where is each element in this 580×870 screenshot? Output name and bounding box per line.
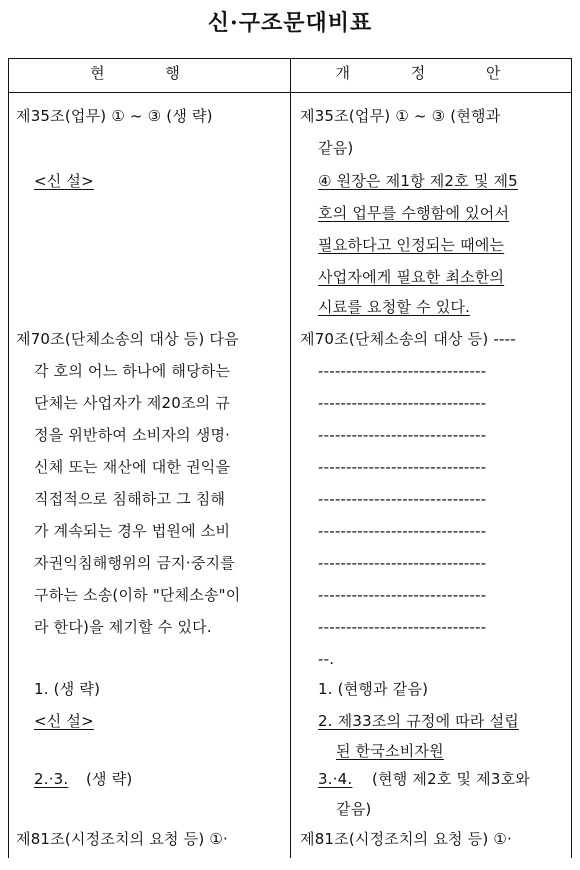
left-line: 신체 또는 재산에 대한 권익을 <box>34 458 231 476</box>
left-line: 2.·3. <box>34 770 69 788</box>
left-line: 직접적으로 침해하고 그 침해 <box>34 490 226 508</box>
right-line: ------------------------------ <box>318 522 487 540</box>
right-line: 시료를 요청할 수 있다. <box>318 298 471 316</box>
right-line: ------------------------------ <box>318 458 487 476</box>
header-current: 현 행 <box>90 64 208 82</box>
right-line: 같음) <box>318 139 354 157</box>
right-line: 제81조(시정조치의 요청 등) ①· <box>300 830 513 848</box>
left-line: 정을 위반하여 소비자의 생명· <box>34 426 231 444</box>
left-line: <신 설> <box>34 712 94 730</box>
right-line: ------------------------------ <box>318 394 487 412</box>
left-line: 제81조(시정조치의 요청 등) ①· <box>16 830 229 848</box>
right-line: ------------------------------ <box>318 618 487 636</box>
left-line: <신 설> <box>34 172 94 190</box>
left-line: 단체는 사업자가 제20조의 규 <box>34 394 230 412</box>
right-line: 2. 제33조의 규정에 따라 설립 <box>318 712 519 730</box>
left-line: 각 호의 어느 하나에 해당하는 <box>34 362 231 380</box>
left-line: 라 한다)을 제기할 수 있다. <box>34 618 212 636</box>
right-line: ------------------------------ <box>318 490 487 508</box>
right-line: ④ 원장은 제1항 제2호 및 제5 <box>318 172 518 190</box>
right-line: 1. (현행과 같음) <box>318 680 429 698</box>
right-line: 필요하다고 인정되는 때에는 <box>318 236 505 254</box>
left-line: 가 계속되는 경우 법원에 소비 <box>34 522 231 540</box>
column-divider <box>290 58 291 858</box>
left-line: 구하는 소송(이하 "단체소송"이 <box>34 586 241 604</box>
right-line: 사업자에게 필요한 최소한의 <box>318 268 505 286</box>
left-line: 제35조(업무) ① ~ ③ (생 략) <box>16 107 213 125</box>
page-title: 신·구조문대비표 <box>207 10 373 36</box>
right-line: --. <box>318 650 335 668</box>
right-line: ------------------------------ <box>318 554 487 572</box>
right-line: 3.·4. <box>318 770 353 788</box>
left-line: 자권익침해행위의 금지·중지를 <box>34 554 235 572</box>
left-line: 1. (생 략) <box>34 680 101 698</box>
header-divider <box>8 92 572 93</box>
right-line: 호의 업무를 수행함에 있어서 <box>318 204 510 222</box>
left-line: (생 략) <box>86 770 133 788</box>
right-line: (현행 제2호 및 제3호와 <box>372 770 530 788</box>
left-line: 제70조(단체소송의 대상 등) 다음 <box>16 330 239 348</box>
right-line: 같음) <box>336 800 372 818</box>
header-revised: 개 정 안 <box>335 64 529 82</box>
right-line: 제35조(업무) ① ~ ③ (현행과 <box>300 107 501 125</box>
right-line: 제70조(단체소송의 대상 등) ---- <box>300 330 516 348</box>
right-line: 된 한국소비자원 <box>336 742 444 760</box>
right-line: ------------------------------ <box>318 362 487 380</box>
right-line: ------------------------------ <box>318 426 487 444</box>
right-line: ------------------------------ <box>318 586 487 604</box>
